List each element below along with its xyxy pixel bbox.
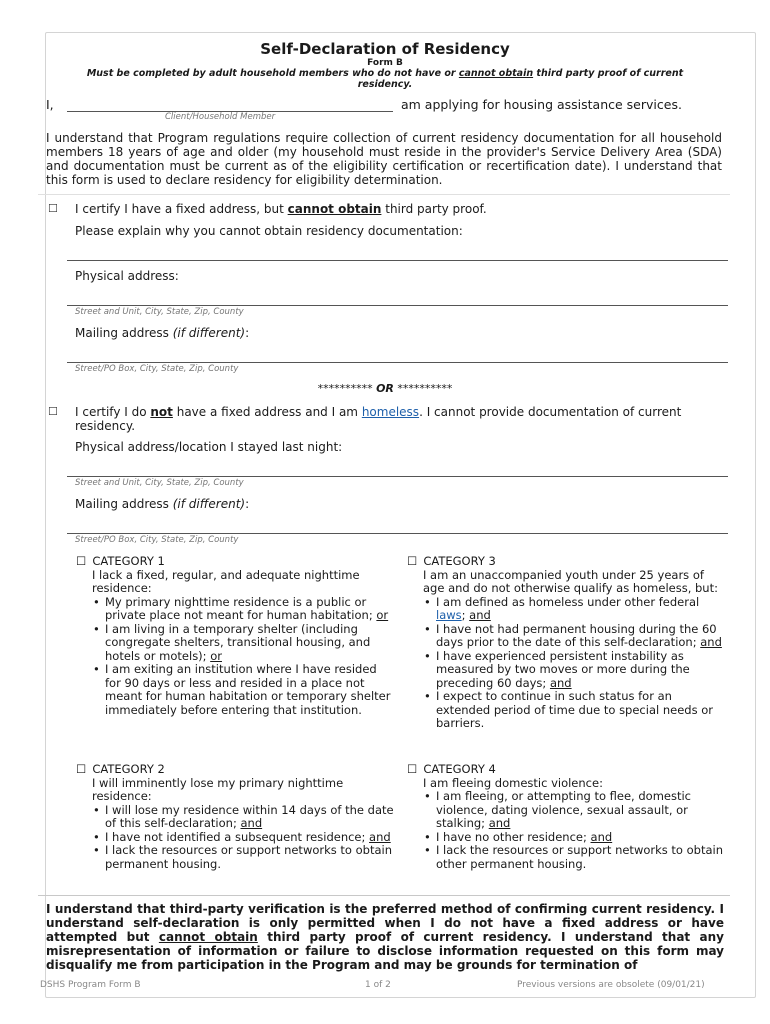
list-item: • I am defined as homeless under other federal laws; and (436, 596, 725, 623)
category-3-title: CATEGORY 3 (423, 554, 496, 568)
category-2 (76, 763, 396, 871)
category-3-desc: I am an unaccompanied youth under 25 years of age and do not otherwise qualify as homeless, but: (423, 567, 718, 595)
last-night-label: Physical address/location I stayed last night: (75, 440, 343, 454)
footer-version-note: Previous versions are obsolete (09/01/21) (517, 980, 705, 990)
category-4-checkbox[interactable]: ☐ (407, 762, 418, 776)
homeless-link[interactable]: homeless (361, 405, 420, 419)
list-item: • I am living in a temporary shelter (including congregate shelters, transitional housing, and hotels or motels); or (105, 623, 396, 664)
homeless-checkbox[interactable]: ☐ (48, 405, 58, 418)
option1-statement: I certify I have a fixed address, but cannot obtain third party proof. (75, 202, 487, 216)
physical-address-caption: Street and Unit, City, State, Zip, County (75, 307, 244, 317)
list-item: • My primary nighttime residence is a public or private place not meant for human habitation; or (105, 596, 396, 623)
fixed-address-checkbox[interactable]: ☐ (48, 202, 58, 215)
category-3-checkbox[interactable]: ☐ (407, 554, 418, 568)
physical-address-input[interactable] (67, 305, 728, 306)
category-4 (407, 763, 725, 871)
mailing-address-input-2[interactable] (67, 533, 728, 534)
category-4-title: CATEGORY 4 (423, 762, 496, 776)
or-separator: ********** OR ********** (317, 382, 453, 395)
footer-page-number: 1 of 2 (365, 980, 391, 990)
mailing-address-input[interactable] (67, 362, 728, 363)
list-item: • I am exiting an institution where I have resided for 90 days or less and resided in a place not meant for human habitation or temporary shelter immediately before entering that institution. (105, 663, 396, 717)
mailing-address-caption: Street/PO Box, City, State, Zip, County (75, 364, 239, 374)
divider (38, 895, 730, 896)
list-item: • I have not identified a subsequent residence; and (105, 831, 396, 845)
list-item: • I am fleeing, or attempting to flee, domestic violence, dating violence, sexual assault, or stalking; and (436, 790, 725, 831)
applicant-prefix: I, (46, 97, 54, 112)
mailing-address-caption-2: Street/PO Box, City, State, Zip, County (75, 535, 239, 545)
list-item: • I have not had permanent housing during the 60 days prior to the date of this self-declaration; and (436, 623, 725, 650)
category-1-desc: I lack a fixed, regular, and adequate nighttime residence: (92, 567, 360, 595)
category-1 (76, 555, 396, 717)
form-instruction: Must be completed by adult household members who do not have or cannot obtain third party proof of current residency. (86, 68, 684, 90)
divider (38, 194, 730, 195)
mailing-address-label-2: Mailing address (if different): (75, 497, 250, 511)
certification-statement: I understand that third-party verification is the preferred method of confirming current residency. I understand self-declaration is only permitted when I do not have a fixed address or have attempted but cannot obtain third party proof of current residency. I understand that any misrepresentation of information or failure to disclose information requested on this form may disqualify me from participation in the Program and may be grounds for termination of (46, 902, 724, 972)
option2-statement: I certify I do not have a fixed address and I am homeless. I cannot provide documentation of current residency. (75, 405, 682, 433)
explain-input[interactable] (67, 260, 728, 261)
category-2-title: CATEGORY 2 (92, 762, 165, 776)
category-4-desc: I am fleeing domestic violence: (423, 775, 603, 790)
laws-link[interactable]: laws (436, 608, 462, 622)
list-item: • I lack the resources or support networks to obtain other permanent housing. (436, 844, 725, 871)
applicant-suffix: am applying for housing assistance services. (401, 97, 682, 112)
category-2-desc: I will imminently lose my primary nighttime residence: (92, 775, 344, 803)
list-item: • I lack the resources or support networks to obtain permanent housing. (105, 844, 396, 871)
category-1-title: CATEGORY 1 (92, 554, 165, 568)
category-2-checkbox[interactable]: ☐ (76, 762, 87, 776)
list-item: • I will lose my residence within 14 days of the date of this self-declaration; and (105, 804, 396, 831)
client-name-caption: Client/Household Member (165, 112, 276, 122)
intro-paragraph: I understand that Program regulations require collection of current residency documentation for all household members 18 years of age and older (my household must reside in the provider's Service Delivery Area (SDA) and documentation must be current as of the eligibility certification or recertification date). I understand that this form is used to declare residency for eligibility determination. (46, 131, 722, 187)
explain-label: Please explain why you cannot obtain residency documentation: (75, 224, 463, 238)
category-3 (407, 555, 725, 731)
mailing-address-label: Mailing address (if different): (75, 326, 250, 340)
last-night-input[interactable] (67, 476, 728, 477)
list-item: • I expect to continue in such status for an extended period of time due to special needs or barriers. (436, 690, 725, 731)
last-night-caption: Street and Unit, City, State, Zip, County (75, 478, 244, 488)
list-item: • I have no other residence; and (436, 831, 725, 845)
footer-form-name: DSHS Program Form B (40, 980, 141, 990)
list-item: • I have experienced persistent instability as measured by two moves or more during the preceding 60 days; and (436, 650, 725, 691)
category-1-checkbox[interactable]: ☐ (76, 554, 87, 568)
physical-address-label: Physical address: (75, 269, 179, 283)
form-title: Self-Declaration of Residency (260, 40, 510, 58)
form-code: Form B (367, 58, 403, 68)
